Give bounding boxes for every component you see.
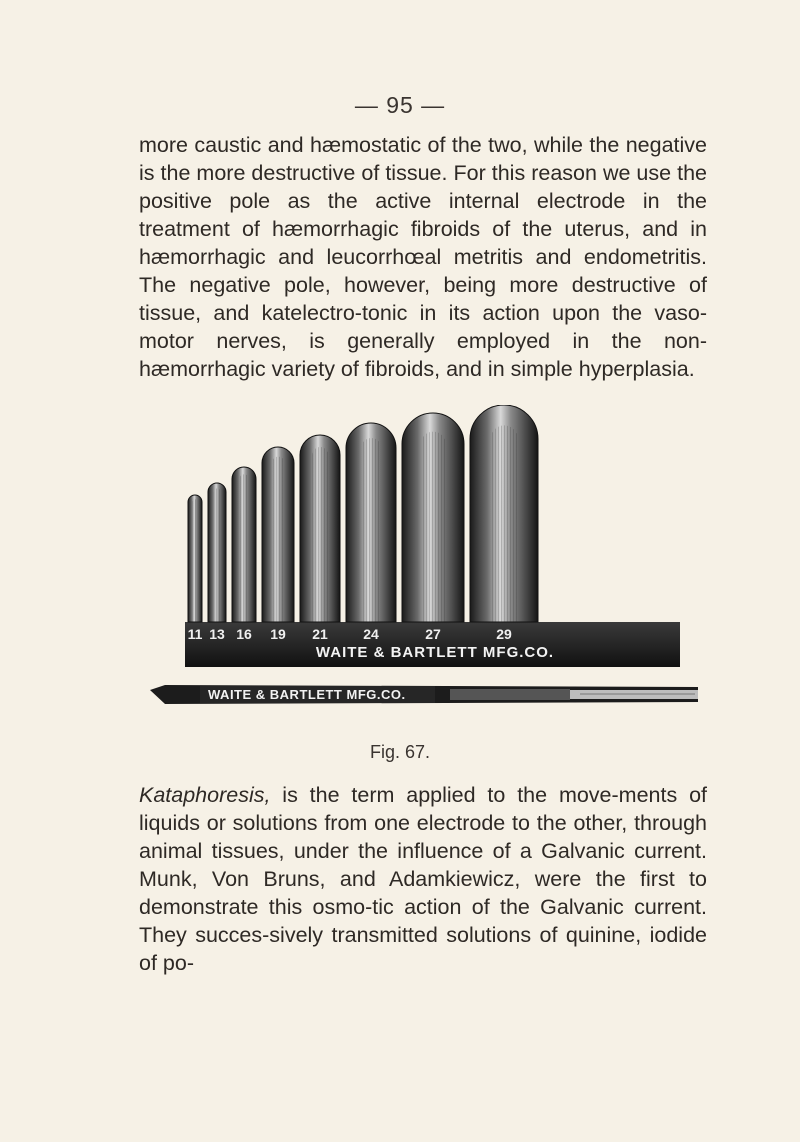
- electrode-handle: [150, 685, 698, 704]
- electrode-shading-5: [312, 447, 328, 622]
- electrode-shading-2: [213, 488, 220, 622]
- maker-label: WAITE & BARTLETT MFG.CO.: [315, 644, 555, 661]
- paragraph-1: more caustic and hæmostatic of the two, while the negative is the more destructive of tissue. For this reason we use the positive pole as the active internal electrode in the treatment of hæmorrhagic fibroids of the uterus, and in hæmorrhagic and leucorrhœal metritis and endometritis. The negative pole, however, being more destructive of tissue, and katelectro-tonic in its action upon the vaso-motor nerves, is generally employed in the non-hæmorrhagic variety of fibroids, and in simple hyperplasia.: [139, 133, 707, 381]
- size-label-6: 24: [363, 626, 379, 642]
- term-kataphoresis: Kataphoresis,: [139, 783, 271, 807]
- size-label-7: 27: [425, 626, 441, 642]
- figure-electrode-set: [150, 405, 700, 750]
- page-number: — 95 —: [354, 92, 446, 118]
- electrode-shading-4: [272, 457, 285, 622]
- size-label-1: 11: [187, 626, 203, 642]
- electrode-shading-1: [192, 499, 198, 622]
- electrode-shading-6: [361, 438, 381, 622]
- electrode-shading-3: [239, 474, 249, 622]
- electrode-shading-7: [421, 432, 446, 622]
- size-label-4: 19: [270, 626, 286, 642]
- handle-label: WAITE & BARTLETT MFG.CO.: [208, 687, 406, 702]
- size-label-2: 13: [209, 626, 225, 642]
- paragraph-2: [139, 781, 707, 977]
- size-label-3: 16: [236, 626, 252, 642]
- electrode-shading-8: [490, 425, 517, 622]
- figure-caption: Fig. 67.: [369, 742, 431, 762]
- size-label-8: 29: [496, 626, 512, 642]
- paragraph-2-text: is the term applied to the move-ments of liquids or solutions from one electrode to the other, through animal tissues, under the influence of a Galvanic current. Munk, Von Bruns, and Adamkiewicz, were the first to demonstrate this osmo-tic action of the Galvanic current. They succes-sively transmitted solutions of quinine, iodide of po-: [139, 783, 707, 975]
- size-label-5: 21: [312, 626, 328, 642]
- electrode-illustration: [150, 405, 700, 750]
